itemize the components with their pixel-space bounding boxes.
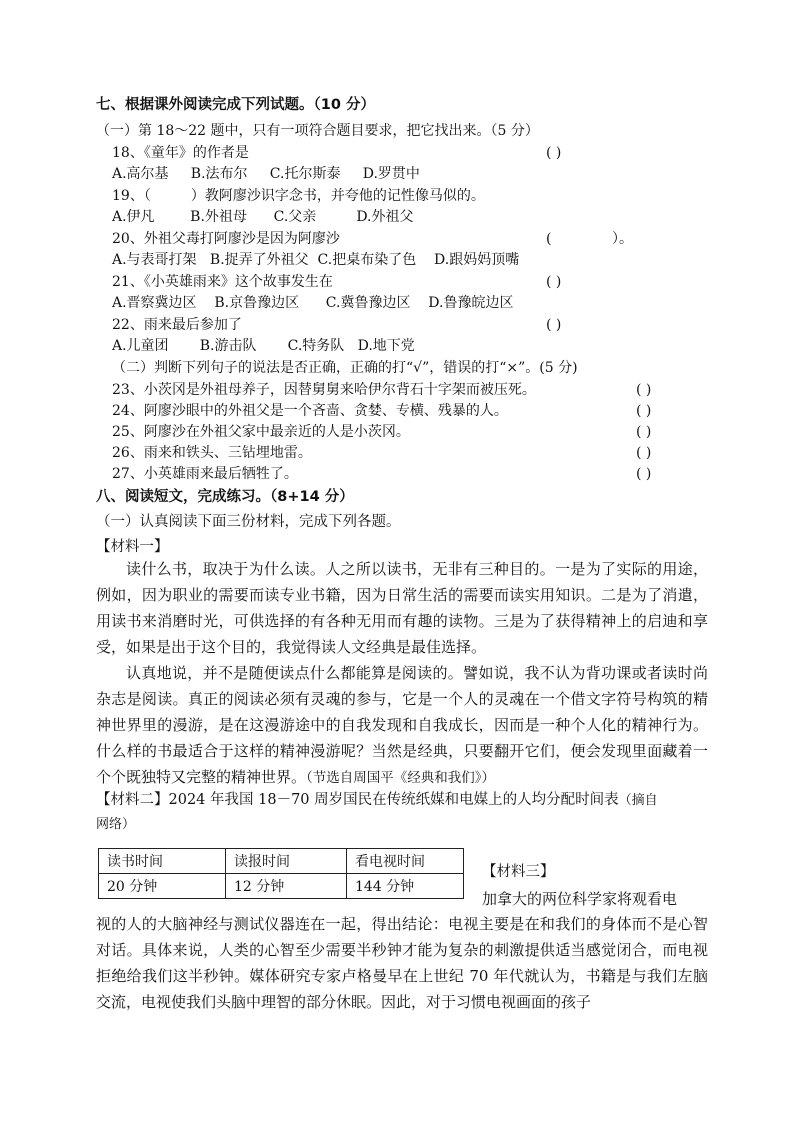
options-21: A.晋察冀边区 B.京鲁豫边区 C.冀鲁豫边区 D.鲁豫皖边区: [112, 295, 514, 311]
table-cell: 144 分钟: [347, 874, 464, 899]
table-cell: 12 分钟: [226, 874, 347, 899]
answer-bracket-27[interactable]: ( ): [636, 466, 652, 482]
part1-intro: （一）第 18～22 题中，只有一项符合题目要求，把它找出来。（5 分）: [96, 123, 539, 139]
answer-bracket-25[interactable]: ( ): [636, 424, 652, 440]
question-18: 18、《童年》的作者是: [112, 145, 249, 161]
answer-bracket-18[interactable]: ( ): [546, 145, 562, 161]
question-22: 22、雨来最后参加了: [112, 317, 242, 333]
question-19: 19、（ ）教阿廖沙识字念书，并夸他的记性像马似的。: [112, 188, 485, 204]
table-cell: 20 分钟: [99, 874, 226, 899]
answer-bracket-20[interactable]: (: [546, 231, 552, 247]
question-24: 24、阿廖沙眼中的外祖父是一个吝啬、贪婪、专横、残暴的人。: [112, 403, 508, 419]
table-header-cell: 读报时间: [226, 849, 347, 874]
options-19: A.伊凡 B.外祖母 C.父亲 D.外祖父: [112, 209, 414, 225]
answer-bracket-24[interactable]: ( ): [636, 403, 652, 419]
material1-paragraph-1: 读什么书，取决于为什么读。人之所以读书，无非有三种目的。一是为了实际的用途，例如，因为职业的需要而读专业书籍，因为日常生活的需要而读实用知识。二是为了消遣，用读书来消磨时光，可供选择的有各种无用而有趣的读物。三是为了获得精神上的启迪和享受，如果是出于这个目的，我觉得读人文经典是最佳选择。: [96, 560, 708, 656]
material3-paragraph: 视的人的大脑神经与测试仪器连在一起，得出结论：电视主要是在和我们的身体而不是心智对话。具体来说，人类的心智至少需要半秒钟才能为复杂的刺激提供适当感觉闭合，而电视拒绝给我们这半秒钟。媒体研究专家卢格曼早在上世纪 70 年代就认为，书籍是与我们左脑交流，电视使我们头脑中理智的部分休眠。因此，对于习惯电视画面的孩子: [96, 915, 708, 1011]
options-20: A.与表哥打架 B.捉弄了外祖父 C.把桌布染了色 D.跟妈妈顶嘴: [112, 252, 520, 268]
material1-source: （节选自周国平《经典和我们》）: [306, 770, 496, 786]
section8-heading: 八、阅读短文，完成练习。（8+14 分）: [96, 489, 354, 505]
table-row: [99, 849, 464, 874]
question-25: 25、阿廖沙在外祖父家中最亲近的人是小茨冈。: [112, 424, 410, 440]
answer-bracket-26[interactable]: ( ): [636, 445, 652, 461]
material2-label: 【材料二】: [96, 792, 169, 808]
section8-intro: （一）认真阅读下面三份材料，完成下列各题。: [96, 514, 401, 530]
question-20-tail: ）。: [612, 231, 633, 247]
question-20: 20、外祖父毒打阿廖沙是因为阿廖沙: [112, 231, 340, 247]
question-27: 27、小英雄雨来最后牺牲了。: [112, 466, 298, 482]
material1-label: 【材料一】: [96, 539, 169, 555]
answer-bracket-22[interactable]: ( ): [546, 317, 562, 333]
section7-heading: 七、根据课外阅读完成下列试题。（10 分）: [96, 97, 375, 113]
material2-text: 2024 年我国 18－70 周岁国民在传统纸媒和电媒上的人均分配时间表: [168, 792, 619, 808]
material2-source-a: （摘自: [618, 793, 658, 808]
material2-line: [96, 790, 658, 811]
question-23: 23、小茨冈是外祖母养子，因替舅舅来哈伊尔背石十字架而被压死。: [112, 382, 536, 398]
material2-source-b: 网络）: [96, 817, 136, 832]
table-header-cell: 读书时间: [99, 849, 226, 874]
material3-label: 【材料三】: [482, 864, 555, 880]
table-header-cell: 看电视时间: [347, 849, 464, 874]
table-row: [99, 874, 464, 899]
reading-time-table: [98, 848, 464, 899]
options-18: A.高尔基 B.法布尔 C.托尔斯泰 D.罗贯中: [112, 166, 420, 182]
question-26: 26、雨来和铁头、三钻埋地雷。: [112, 445, 312, 461]
material3-first-line: 加拿大的两位科学家将观看电: [482, 890, 678, 908]
material1-paragraph-2: [96, 660, 708, 791]
answer-bracket-21[interactable]: ( ): [546, 274, 562, 290]
material1-paragraph-2-text: 认真地说，并不是随便读点什么都能算是阅读的。譬如说，我不认为背功课或者读时尚杂志是阅读。真正的阅读必须有灵魂的参与，它是一个人的灵魂在一个借文字符号构筑的精神世界里的漫游，是在这漫游途中的自我发现和自我成长，因而是一种个人化的精神行为。什么样的书最适合于这样的精神漫游呢？当然是经典，只要翻开它们，便会发现里面藏着一个个既独特又完整的精神世界。: [96, 664, 708, 786]
answer-bracket-23[interactable]: ( ): [636, 382, 652, 398]
part2-intro: （二）判断下列句子的说法是否正确，正确的打“√”，错误的打“×”。(5 分): [112, 360, 578, 376]
options-22: A.儿童团 B.游击队 C.特务队 D.地下党: [112, 338, 415, 354]
question-21: 21、《小英雄雨来》这个故事发生在: [112, 274, 333, 290]
